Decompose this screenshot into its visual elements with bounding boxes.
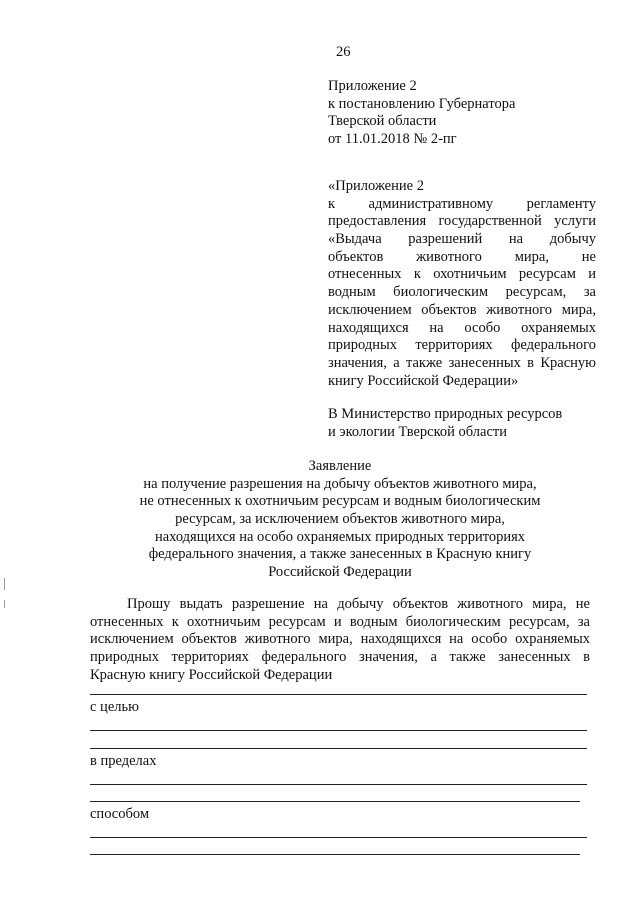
regulation-reference: [328, 178, 596, 390]
regulation-line: отнесенных к охотничьим ресурсам и: [328, 266, 596, 283]
statement-line: природных территориях федерального значения, а также занесенных в: [90, 649, 590, 666]
limits-label: в пределах: [90, 753, 157, 769]
fill-line[interactable]: [90, 730, 587, 731]
title-line: на получение разрешения на добычу объектов животного мира,: [143, 475, 537, 492]
fill-line[interactable]: [90, 854, 580, 855]
title-line: ресурсам, за исключением объектов животного мира,: [175, 511, 505, 528]
regulation-line: книгу Российской Федерации»: [328, 372, 519, 389]
regulation-line: предоставления государственной услуги: [328, 213, 596, 230]
annex-line: Приложение 2: [328, 78, 417, 94]
request-statement: [90, 596, 590, 684]
regulation-line: водным биологическим ресурсам, за: [328, 284, 596, 301]
statement-line: отнесенных к охотничьим ресурсам и водным биологическим ресурсам, за: [90, 613, 590, 630]
title-line: Российской Федерации: [268, 564, 412, 581]
purpose-label: с целью: [90, 699, 139, 715]
fill-line[interactable]: [90, 837, 587, 838]
scan-edge-mark: [4, 600, 5, 608]
regulation-line: «Приложение 2: [328, 178, 424, 194]
annex-line: от 11.01.2018 № 2-пг: [328, 131, 457, 148]
addressee-line: и экологии Тверской области: [328, 423, 507, 440]
statement-line: Прошу выдать разрешение на добычу объектов животного мира, не: [127, 596, 590, 612]
statement-line: Красную книгу Российской Федерации: [90, 666, 333, 683]
statement-line: исключением объектов животного мира, находящихся на особо охраняемых: [90, 631, 590, 648]
scan-edge-mark: [4, 578, 5, 590]
fill-line[interactable]: [90, 748, 587, 749]
addressee: [328, 406, 598, 441]
fill-line[interactable]: [90, 801, 580, 802]
regulation-line: к административному регламенту: [328, 195, 596, 212]
title-line: не отнесенных к охотничьим ресурсам и водным биологическим: [139, 493, 541, 510]
method-label: способом: [90, 806, 150, 822]
title-heading: Заявление: [308, 458, 372, 474]
title-line: федерального значения, а также занесенных в Красную книгу: [148, 546, 532, 563]
regulation-line: находящихся на особо охраняемых: [328, 319, 596, 336]
fill-line[interactable]: [90, 784, 587, 785]
page-number: 26: [336, 44, 351, 60]
regulation-line: исключением объектов животного мира,: [328, 301, 596, 318]
regulation-line: природных территориях федерального: [328, 337, 596, 354]
title-line: находящихся на особо охраняемых природных территориях: [154, 528, 526, 545]
annex-line: к постановлению Губернатора: [328, 95, 516, 112]
annex-line: Тверской области: [328, 113, 437, 130]
application-title: [90, 458, 590, 582]
annex-header: [328, 78, 594, 149]
regulation-line: значения, а также занесенных в Красную: [328, 354, 596, 371]
fill-line[interactable]: [90, 694, 587, 695]
regulation-line: объектов животного мира, не: [328, 248, 596, 265]
addressee-line: В Министерство природных ресурсов: [328, 406, 563, 422]
regulation-line: «Выдача разрешений на добычу: [328, 231, 596, 248]
